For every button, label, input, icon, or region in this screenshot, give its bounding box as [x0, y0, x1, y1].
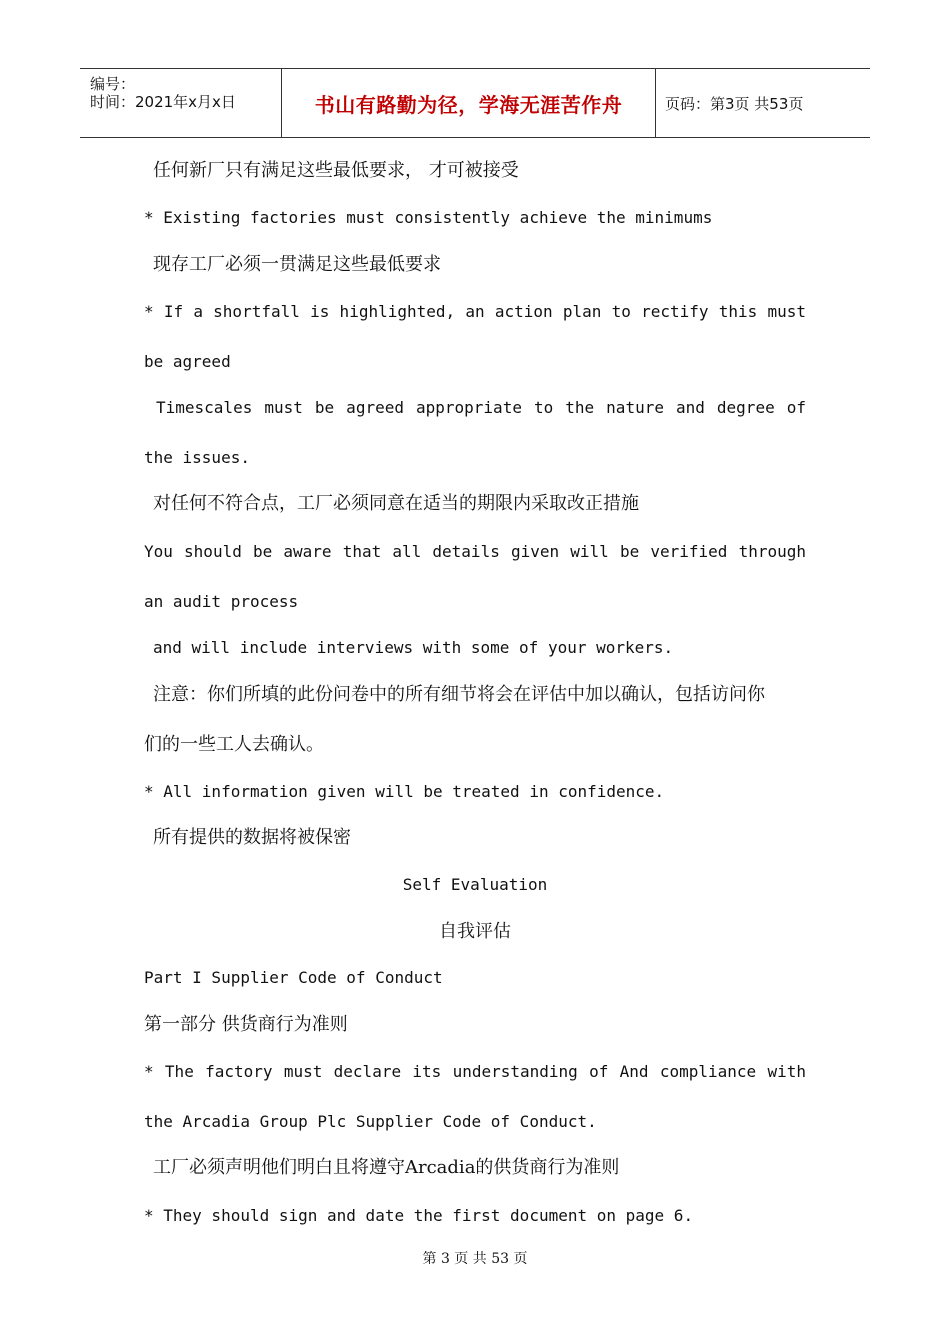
section-title-cn: 自我评估 — [439, 921, 511, 942]
header-motto-cell — [281, 69, 656, 137]
number-label: 编号： — [90, 75, 136, 93]
page-info: 页码：第3页 共53页 — [665, 94, 804, 113]
body-line: an audit process — [144, 592, 299, 611]
body-line: 现存工厂必须一贯满足这些最低要求 — [153, 254, 441, 275]
header-meta-cell — [80, 69, 281, 137]
part-heading-cn: 第一部分 供货商行为准则 — [144, 1014, 348, 1035]
body-line: the issues. — [144, 448, 250, 467]
body-line: 注意：你们所填的此份问卷中的所有细节将会在评估中加以确认，包括访问你 — [153, 684, 765, 705]
body-line: 们的一些工人去确认。 — [144, 734, 324, 755]
body-line: the Arcadia Group Plc Supplier Code of Conduct. — [144, 1112, 597, 1131]
body-line: and will include interviews with some of your workers. — [153, 638, 674, 657]
page-header — [80, 68, 870, 138]
body-line: * All information given will be treated in confidence. — [144, 782, 665, 801]
body-line: * The factory must declare its understanding of And compliance with — [144, 1062, 806, 1081]
page-footer: 第 3 页 共 53 页 — [422, 1251, 528, 1267]
section-title: Self Evaluation — [402, 875, 548, 894]
body-line: 工厂必须声明他们明白且将遵守Arcadia的供货商行为准则 — [153, 1157, 620, 1178]
body-line: * Existing factories must consistently achieve the minimums — [144, 208, 713, 227]
body-line: * If a shortfall is highlighted, an action plan to rectify this must — [144, 302, 806, 321]
body-line: be agreed — [144, 352, 231, 371]
body-line: Timescales must be agreed appropriate to the nature and degree of — [156, 398, 806, 417]
part-heading: Part I Supplier Code of Conduct — [144, 968, 443, 987]
header-page-cell — [655, 69, 870, 137]
time-label: 时间：2021年x月x日 — [90, 93, 236, 111]
body-line: You should be aware that all details given will be verified through — [144, 542, 806, 561]
body-line: 所有提供的数据将被保密 — [153, 827, 351, 848]
body-line: 任何新厂只有满足这些最低要求， 才可被接受 — [153, 160, 519, 181]
body-line: * They should sign and date the first document on page 6. — [144, 1206, 694, 1225]
motto-text: 书山有路勤为径，学海无涯苦作舟 — [314, 92, 623, 117]
body-line: 对任何不符合点，工厂必须同意在适当的期限内采取改正措施 — [153, 493, 639, 514]
